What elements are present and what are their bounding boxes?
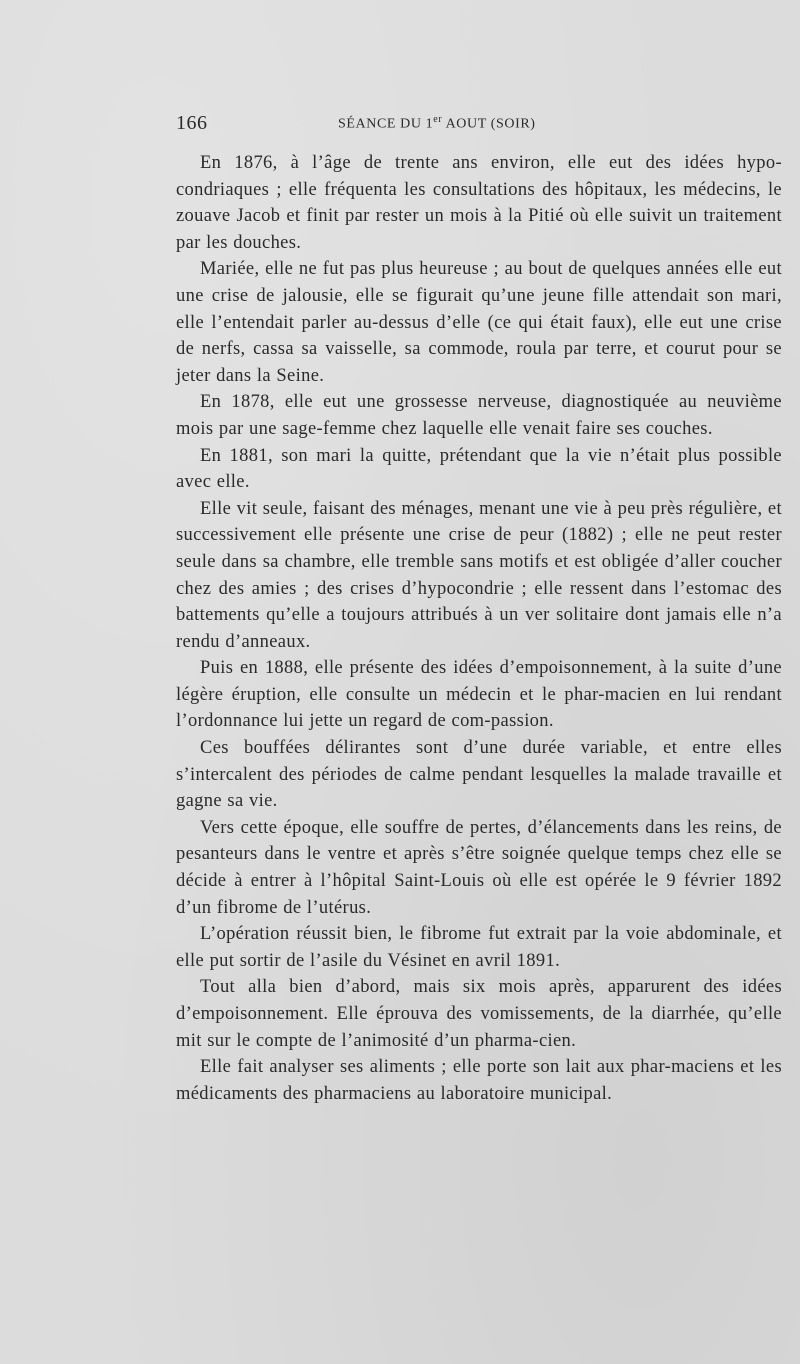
- running-head-superscript: er: [433, 114, 443, 125]
- running-head-text-end: AOUT (SOIR): [442, 116, 536, 132]
- page-number: 166: [176, 112, 208, 134]
- paragraph: Elle fait analyser ses aliments ; elle porte son lait aux phar-maciens et les médicaments des pharmaciens au laboratoire municipal.: [176, 1057, 782, 1104]
- running-head-text: SÉANCE DU 1: [338, 116, 434, 132]
- paragraph: Tout alla bien d’abord, mais six mois après, apparurent des idées d’empoisonnement. Elle éprouva des vomissements, de la diarrhée, qu’elle mit sur le compte de l’animosité d’un pharma-cien.: [176, 977, 782, 1051]
- paragraph: En 1876, à l’âge de trente ans environ, elle eut des idées hypo-condriaques ; elle fréquenta les consultations des hôpitaux, les médecins, le zouave Jacob et finit par rester un mois à la Pitié où elle suivit un traitement par les douches.: [176, 153, 782, 253]
- paragraph: Vers cette époque, elle souffre de pertes, d’élancements dans les reins, de pesanteurs dans le ventre et après s’être soignée quelque temps chez elle se décide à entrer à l’hôpital Saint-Louis où elle est opérée le 9 février 1892 d’un fibrome de l’utérus.: [176, 817, 782, 918]
- page-header: [176, 112, 626, 138]
- paragraph: Ces bouffées délirantes sont d’une durée variable, et entre elles s’intercalent des périodes de calme pendant lesquelles la malade travaille et gagne sa vie.: [176, 738, 782, 812]
- body-text: [176, 150, 782, 1107]
- paragraph: Puis en 1888, elle présente des idées d’empoisonnement, à la suite d’une légère éruption, elle consulte un médecin et le phar-macien en lui rendant l’ordonnance lui jette un regard de com-passion.: [176, 658, 782, 732]
- paragraph: L’opération réussit bien, le fibrome fut extrait par la voie abdominale, et elle put sortir de l’asile du Vésinet en avril 1891.: [176, 924, 782, 971]
- paragraph: Mariée, elle ne fut pas plus heureuse ; au bout de quelques années elle eut une crise de jalousie, elle se figurait qu’une jeune fille attendait son mari, elle l’entendait parler au-dessus d’elle (ce qui était faux), elle eut une crise de nerfs, cassa sa vaisselle, sa commode, roula par terre, et courut pour se jeter dans la Seine.: [176, 259, 782, 386]
- paragraph: En 1881, son mari la quitte, prétendant que la vie n’était plus possible avec elle.: [176, 445, 782, 493]
- paragraph: Elle vit seule, faisant des ménages, menant une vie à peu près régulière, et successivement elle présente une crise de peur (1882) ; elle ne peut rester seule dans sa chambre, elle tremble sans motifs et est obligée d’aller coucher chez des amies ; des crises d’hypocondrie ; elle ressent dans l’estomac des battements qu’elle a toujours attribués à un ver solitaire dont jamais elle n’a rendu d’anneaux.: [176, 498, 782, 652]
- running-head: [338, 114, 536, 133]
- paragraph: En 1878, elle eut une grossesse nerveuse, diagnostiquée au neuvième mois par une sage-femme chez laquelle elle venait faire ses couches.: [176, 392, 782, 439]
